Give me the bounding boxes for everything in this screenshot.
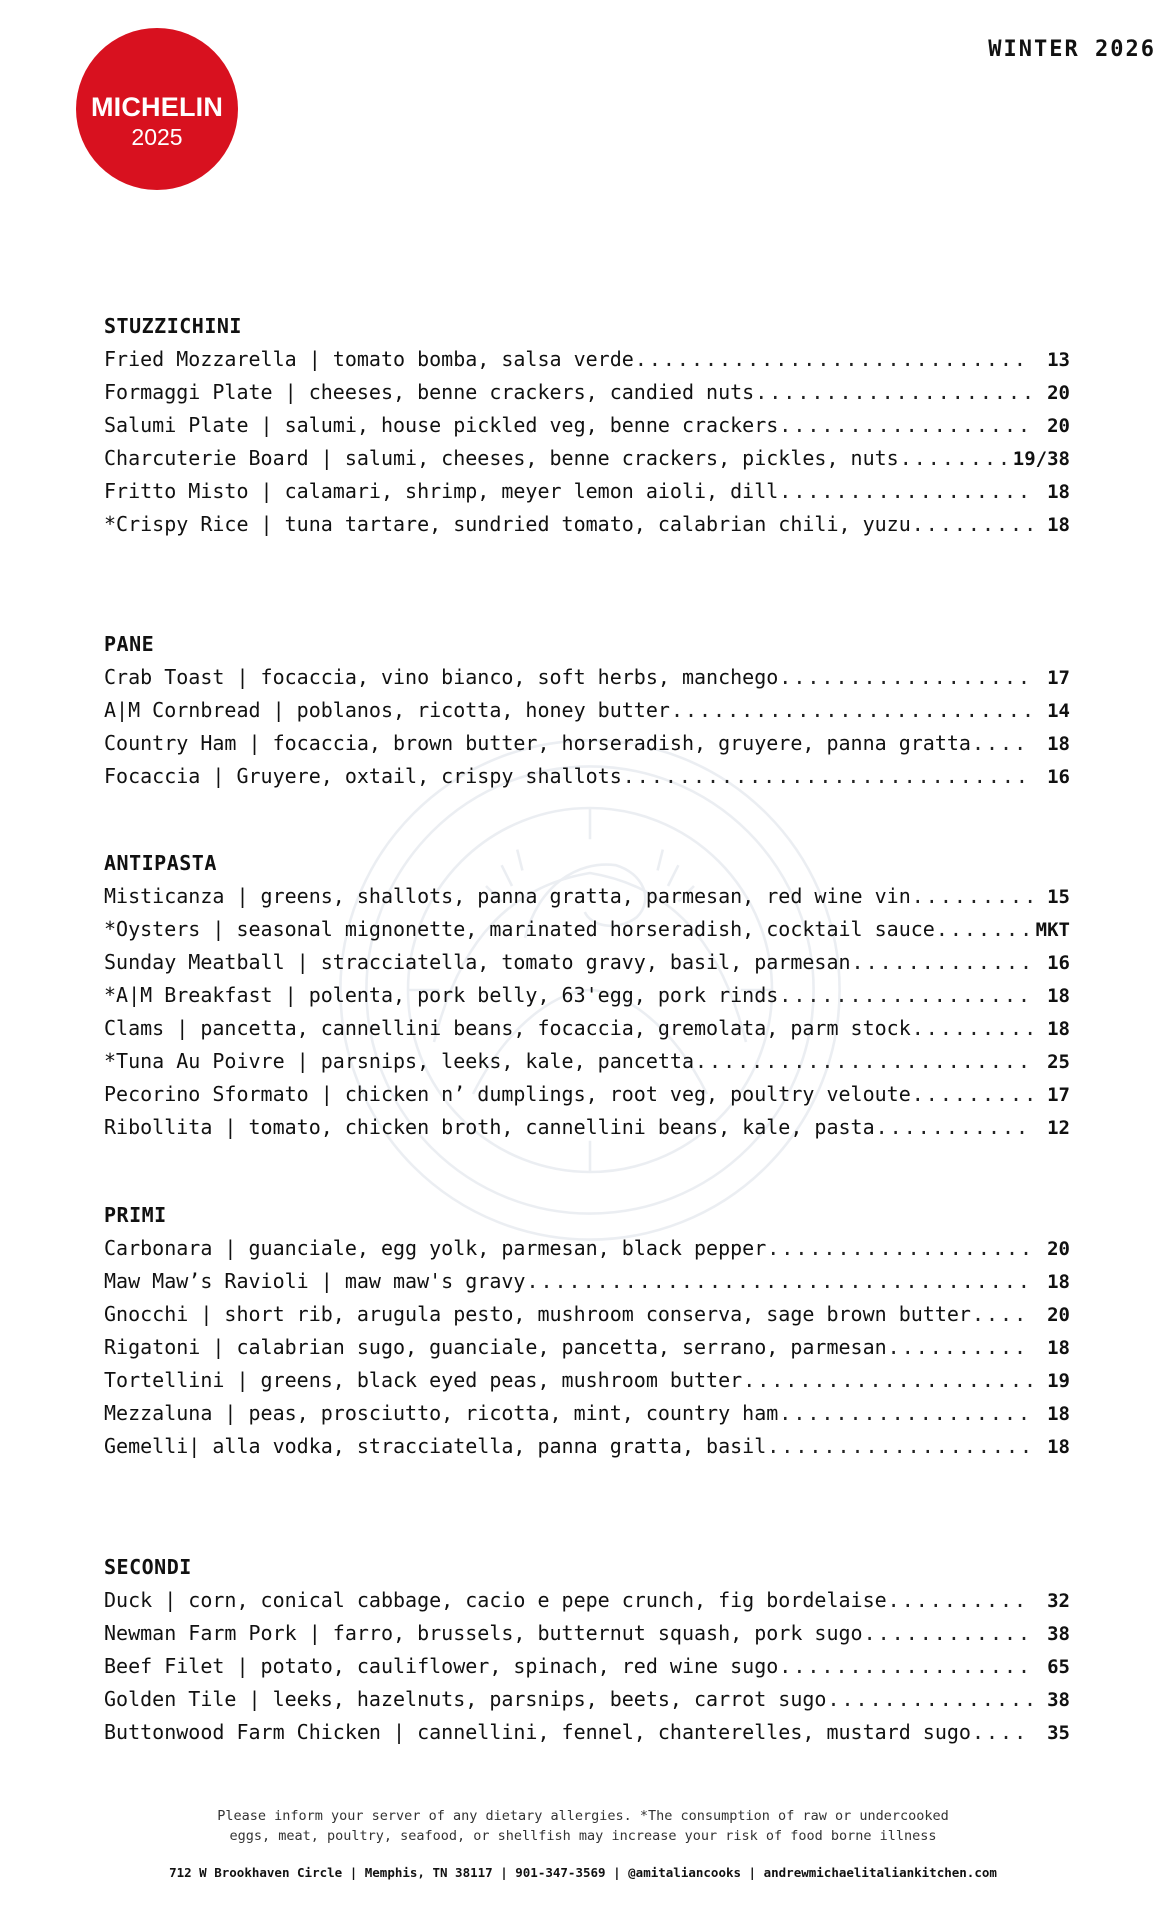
item-price: 20 [1047,415,1070,437]
menu-item [104,1584,1070,1617]
item-price: 18 [1047,481,1070,503]
michelin-badge-year: 2025 [131,124,183,150]
menu-item [104,880,1070,913]
menu-item [104,508,1070,541]
item-price: 18 [1047,1271,1070,1293]
item-price: 18 [1047,1403,1070,1425]
allergy-note-line-2: eggs, meat, poultry, seafood, or shellfish may increase your risk of food borne illness [229,1828,937,1844]
allergy-note-line-1: Please inform your server of any dietary allergies. *The consumption of raw or undercooked [217,1808,949,1824]
item-price: 16 [1047,766,1070,788]
item-name: Ribollita | tomato, chicken broth, cannellini beans, kale, pasta [104,1115,875,1139]
item-name: Gemelli| alla vodka, stracciatella, panna gratta, basil [104,1434,767,1458]
item-price: MKT [1035,919,1070,941]
menu-item [104,376,1070,409]
section-secondi [104,1550,1070,1749]
michelin-badge-title: MICHELIN [90,92,224,122]
menu-item [104,1364,1070,1397]
restaurant-address: 712 W Brookhaven Circle | Memphis, TN 38117 | 901-347-3569 | @amitaliancooks | andrewmichaelitaliankitchen.com [169,1865,997,1880]
item-name: Maw Maw’s Ravioli | maw maw's gravy [104,1269,526,1293]
section-title: ANTIPASTA [104,851,217,875]
section-title: SECONDI [104,1555,192,1579]
item-name: Clams | pancetta, cannellini beans, focaccia, gremolata, parm stock [104,1016,911,1040]
item-name: Focaccia | Gruyere, oxtail, crispy shallots [104,764,622,788]
menu-item [104,1232,1070,1265]
item-price: 20 [1047,1304,1070,1326]
item-name: *Tuna Au Poivre | parsnips, leeks, kale, pancetta [104,1049,695,1073]
menu-item [104,1111,1070,1144]
item-name: Charcuterie Board | salumi, cheeses, benne crackers, pickles, nuts [104,446,899,470]
item-name: Formaggi Plate | cheeses, benne crackers, candied nuts [104,380,755,404]
item-name: Buttonwood Farm Chicken | cannellini, fennel, chanterelles, mustard sugo [104,1720,971,1744]
menu-item [104,946,1070,979]
item-name: Beef Filet | potato, cauliflower, spinach, red wine sugo [104,1654,779,1678]
item-name: Gnocchi | short rib, arugula pesto, mushroom conserva, sage brown butter [104,1302,971,1326]
item-name: Tortellini | greens, black eyed peas, mushroom butter [104,1368,743,1392]
menu-item [104,1265,1070,1298]
menu-item [104,1617,1070,1650]
menu-item [104,913,1070,946]
section-title: STUZZICHINI [104,314,242,338]
menu-item [104,727,1070,760]
item-name: Duck | corn, conical cabbage, cacio e pepe crunch, fig bordelaise [104,1588,887,1612]
menu-item [104,979,1070,1012]
item-name: Crab Toast | focaccia, vino bianco, soft herbs, manchego [104,665,779,689]
menu-item [104,475,1070,508]
item-price: 18 [1047,985,1070,1007]
menu-item [104,1331,1070,1364]
menu-item [104,442,1070,475]
item-price: 19 [1047,1370,1070,1392]
item-price: 16 [1047,952,1070,974]
item-name: *Oysters | seasonal mignonette, marinated horseradish, cocktail sauce [104,917,935,941]
item-price: 20 [1047,1238,1070,1260]
item-name: Misticanza | greens, shallots, panna gratta, parmesan, red wine vin [104,884,911,908]
item-price: 65 [1047,1656,1070,1678]
menu-item [104,343,1070,376]
menu-item [104,1650,1070,1683]
section-title: PANE [104,632,155,656]
section-title: PRIMI [104,1203,167,1227]
menu-item [104,1012,1070,1045]
season-label: WINTER 2026 [988,37,1156,62]
item-price: 18 [1047,514,1070,536]
item-price: 32 [1047,1590,1070,1612]
item-name: Fritto Misto | calamari, shrimp, meyer lemon aioli, dill [104,479,779,503]
item-price: 14 [1047,700,1070,722]
item-name: Newman Farm Pork | farro, brussels, butternut squash, pork sugo [104,1621,863,1645]
item-name: Rigatoni | calabrian sugo, guanciale, pancetta, serrano, parmesan [104,1335,887,1359]
menu-item [104,1298,1070,1331]
menu-item [104,1078,1070,1111]
section-pane [104,627,1070,793]
menu-item [104,1716,1070,1749]
item-price: 18 [1047,1436,1070,1458]
item-name: *A|M Breakfast | polenta, pork belly, 63'egg, pork rinds [104,983,779,1007]
item-price: 25 [1047,1051,1070,1073]
item-price: 12 [1047,1117,1070,1139]
menu-item [104,694,1070,727]
item-price: 38 [1047,1689,1070,1711]
item-price: 18 [1047,1337,1070,1359]
menu-item [104,760,1070,793]
section-antipasta [104,846,1070,1144]
allergy-note [0,1806,1166,1846]
menu-item [104,1045,1070,1078]
item-name: A|M Cornbread | poblanos, ricotta, honey butter [104,698,670,722]
item-name: Country Ham | focaccia, brown butter, horseradish, gruyere, panna gratta [104,731,971,755]
section-stuzzichini [104,309,1070,541]
item-price: 18 [1047,1018,1070,1040]
item-name: Sunday Meatball | stracciatella, tomato gravy, basil, parmesan [104,950,851,974]
section-primi [104,1198,1070,1463]
item-price: 17 [1047,1084,1070,1106]
menu-item [104,1683,1070,1716]
item-name: Fried Mozzarella | tomato bomba, salsa verde [104,347,634,371]
item-price: 17 [1047,667,1070,689]
item-price: 38 [1047,1623,1070,1645]
item-price: 15 [1047,886,1070,908]
item-price: 35 [1047,1722,1070,1744]
menu-item [104,1430,1070,1463]
item-name: Mezzaluna | peas, prosciutto, ricotta, mint, country ham [104,1401,779,1425]
michelin-badge [76,28,238,190]
item-price: 18 [1047,733,1070,755]
item-name: Golden Tile | leeks, hazelnuts, parsnips, beets, carrot sugo [104,1687,827,1711]
item-price: 19/38 [1012,448,1070,470]
item-price: 20 [1047,382,1070,404]
item-price: 13 [1047,349,1070,371]
item-name: Carbonara | guanciale, egg yolk, parmesan, black pepper [104,1236,767,1260]
menu-item [104,409,1070,442]
menu-item [104,1397,1070,1430]
item-name: *Crispy Rice | tuna tartare, sundried tomato, calabrian chili, yuzu [104,512,911,536]
menu-item [104,661,1070,694]
item-name: Pecorino Sformato | chicken n’ dumplings, root veg, poultry veloute [104,1082,911,1106]
item-name: Salumi Plate | salumi, house pickled veg, benne crackers [104,413,779,437]
